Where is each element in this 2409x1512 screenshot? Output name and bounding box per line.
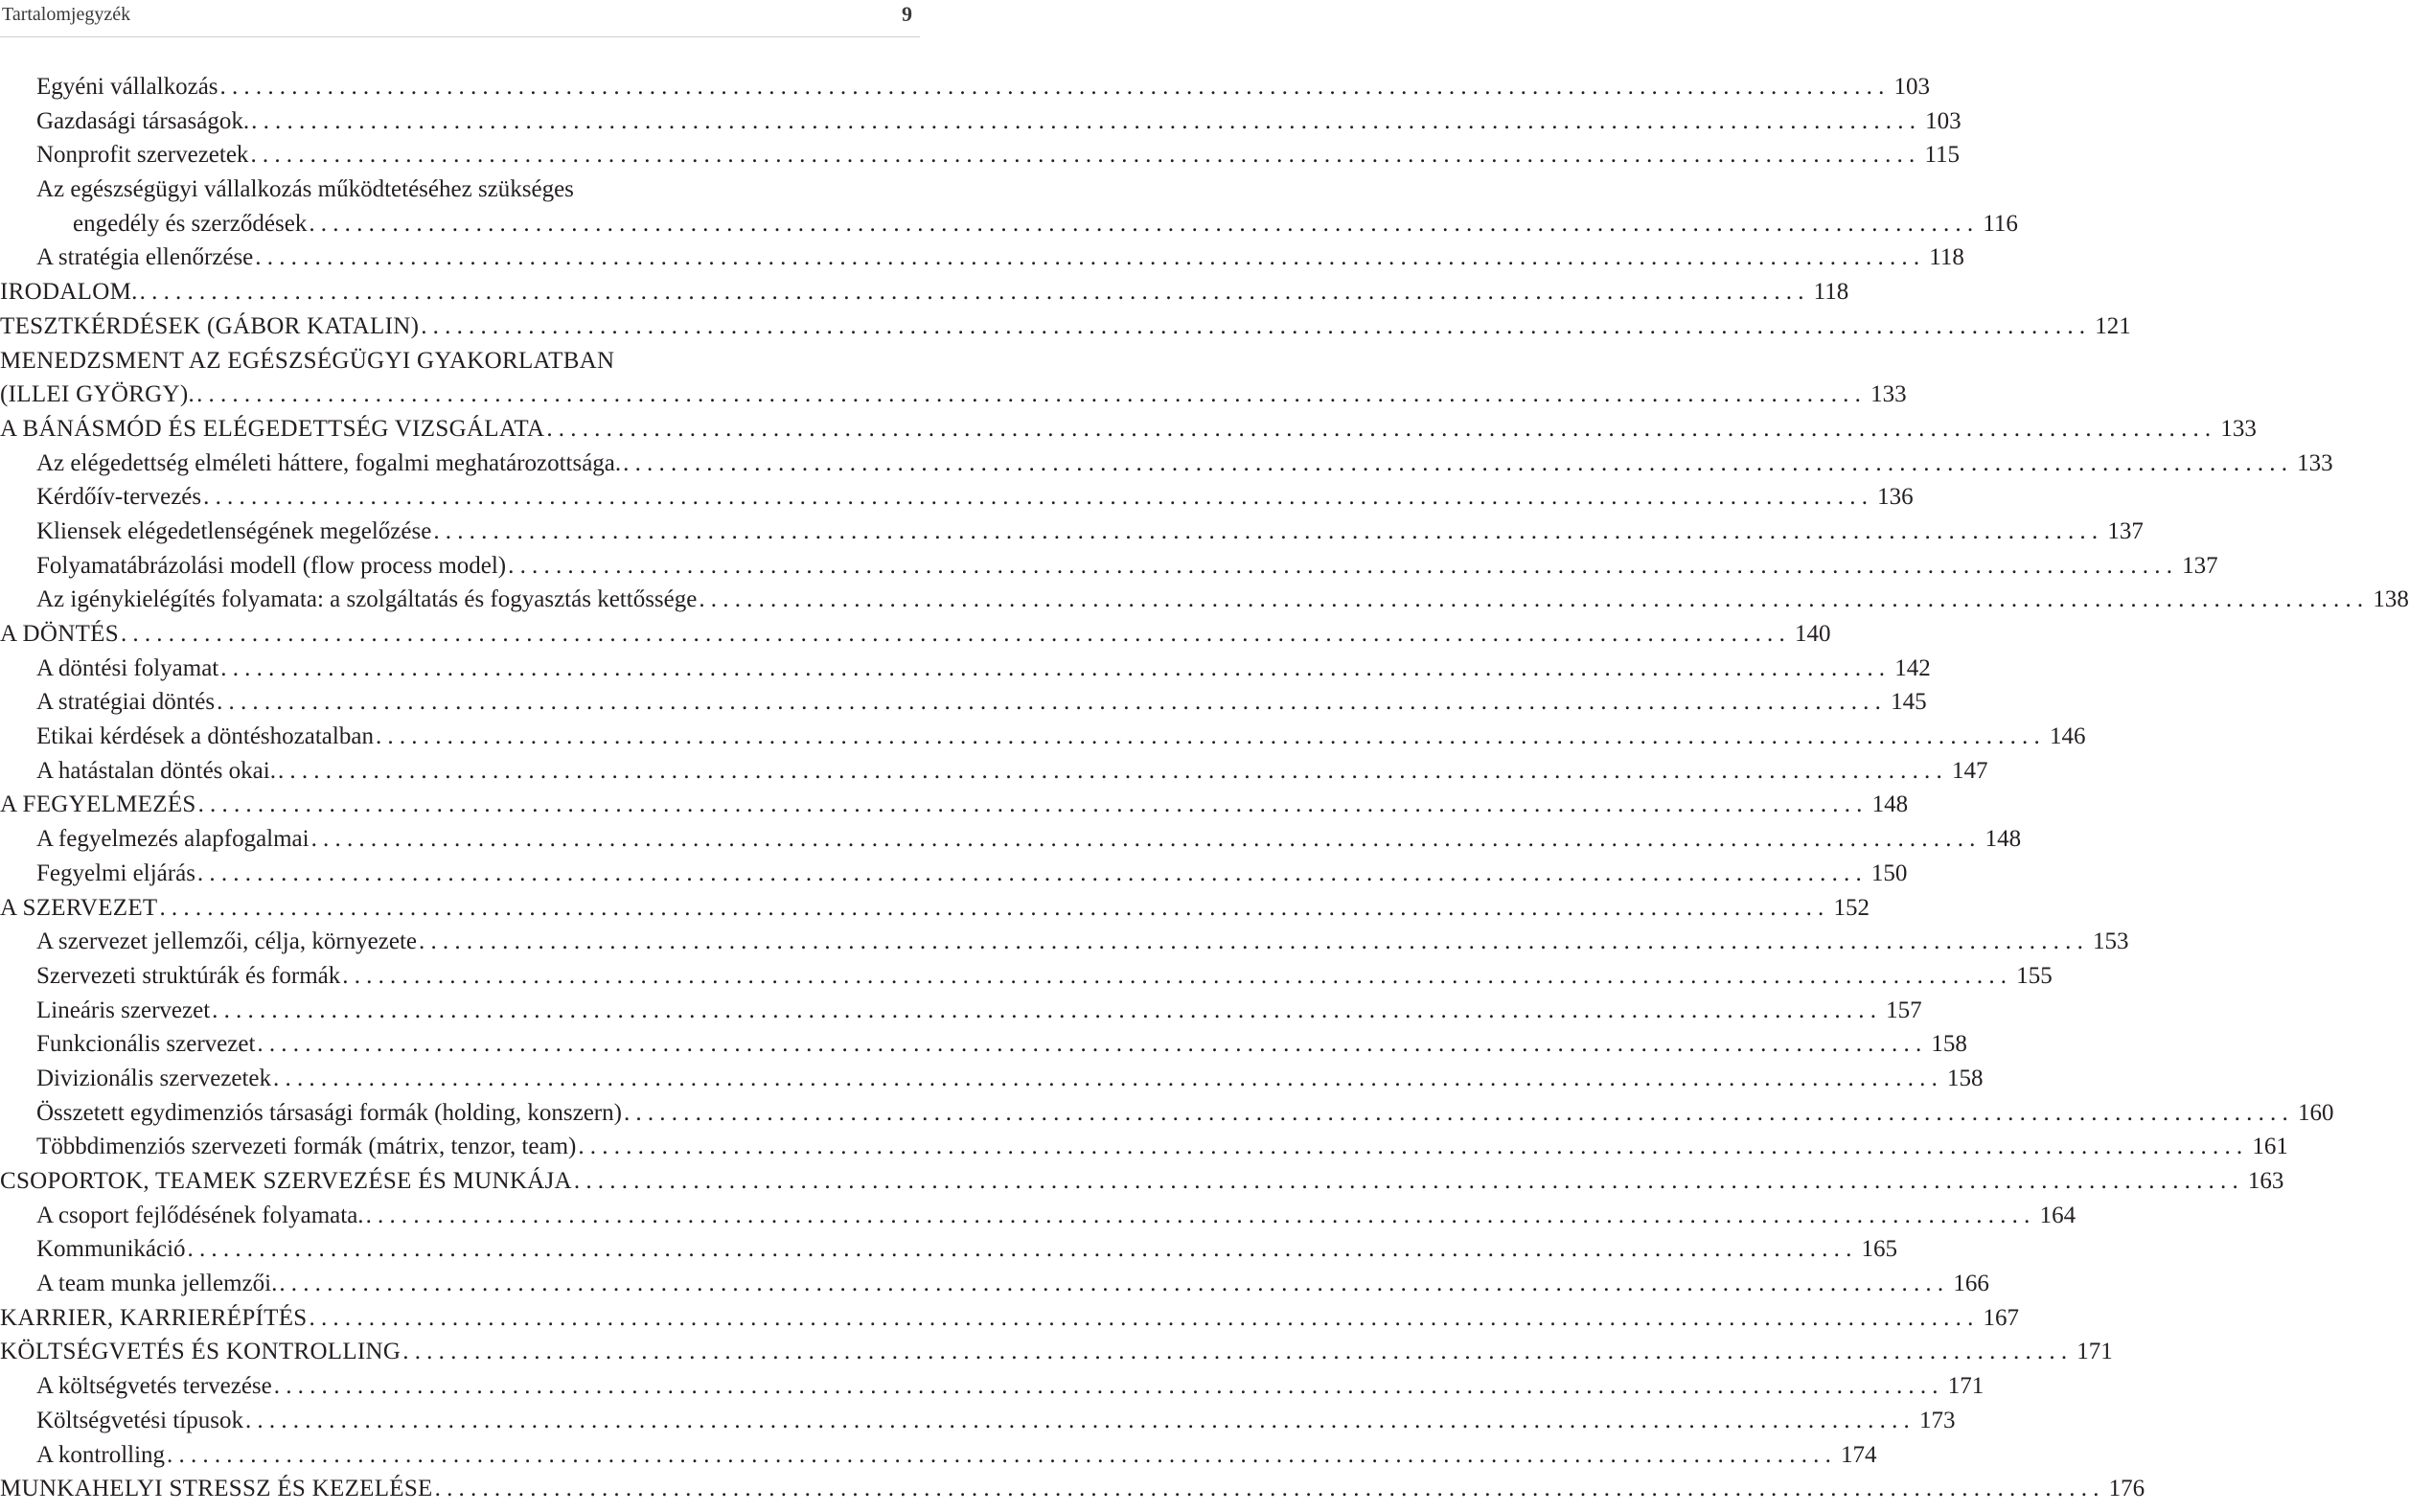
toc-entry-page: 136 bbox=[1877, 484, 1914, 511]
dot-leader: ............................................................................................................................................ bbox=[197, 791, 1869, 818]
toc-entry[interactable] bbox=[0, 788, 1909, 822]
toc-entry[interactable] bbox=[0, 172, 912, 207]
dot-leader: ............................................................................................................................................ bbox=[434, 1476, 2105, 1502]
toc-entry-title: Kommunikáció bbox=[36, 1236, 186, 1263]
toc-entry[interactable] bbox=[0, 207, 2018, 241]
toc-entry-title: IRODALOM. bbox=[0, 279, 138, 306]
toc-entry-title: Többdimenziós szervezeti formák (mátrix, tenzor, team) bbox=[36, 1134, 577, 1160]
toc-entry-title: CSOPORTOK, TEAMEK SZERVEZÉSE ÉS MUNKÁJA bbox=[0, 1168, 572, 1194]
toc-entry[interactable] bbox=[0, 617, 1831, 652]
toc-entry-page: 158 bbox=[1931, 1031, 1967, 1058]
toc-entry[interactable] bbox=[0, 994, 1922, 1028]
toc-entry-page: 133 bbox=[2297, 449, 2333, 476]
toc-entry-page: 121 bbox=[2095, 312, 2131, 339]
toc-entry-title: A stratégiai döntés bbox=[36, 689, 216, 716]
toc-entry[interactable] bbox=[0, 344, 912, 378]
toc-entry-title: A kontrolling bbox=[36, 1441, 166, 1468]
toc-entry-title: Etikai kérdések a döntéshozatalban bbox=[36, 723, 374, 750]
toc-entry-page: 142 bbox=[1894, 654, 1931, 681]
toc-entry[interactable] bbox=[0, 138, 1961, 172]
toc-entry[interactable] bbox=[0, 1438, 1877, 1473]
dot-leader: ............................................................................................................................................ bbox=[217, 689, 1888, 716]
toc-entry-page: 160 bbox=[2297, 1099, 2334, 1126]
toc-entry-title: A team munka jellemzői. bbox=[36, 1271, 278, 1297]
toc-entry[interactable] bbox=[0, 891, 1870, 926]
toc-entry[interactable] bbox=[0, 1027, 1967, 1062]
toc-entry[interactable] bbox=[0, 959, 2053, 994]
dot-leader: ............................................................................................................................................ bbox=[196, 859, 1868, 886]
toc-entry-title: A FEGYELMEZÉS bbox=[0, 791, 196, 818]
toc-entry-page: 158 bbox=[1947, 1065, 1984, 1091]
toc-entry-title: TESZTKÉRDÉSEK (GÁBOR KATALIN) bbox=[0, 312, 420, 339]
toc-entry[interactable] bbox=[0, 515, 2144, 549]
toc-entry-title: Kliensek elégedetlenségének megelőzése bbox=[36, 517, 432, 544]
toc-entry-page: 157 bbox=[1886, 997, 1922, 1023]
toc-entry[interactable] bbox=[0, 583, 2409, 617]
dot-leader: ............................................................................................................................................ bbox=[139, 279, 1810, 306]
toc-entry-page: 115 bbox=[1924, 142, 1961, 169]
toc-entry-title: A fegyelmezés alapfogalmai bbox=[36, 826, 310, 853]
toc-entry-page: 137 bbox=[2107, 517, 2144, 544]
toc-entry-title: engedély és szerződések bbox=[73, 210, 308, 237]
toc-entry[interactable] bbox=[0, 857, 1908, 891]
page-header bbox=[0, 0, 920, 37]
dot-leader: ............................................................................................................................................ bbox=[310, 826, 1982, 853]
toc-entry[interactable] bbox=[0, 378, 1907, 412]
toc-entry[interactable] bbox=[0, 925, 2129, 959]
toc-entry-page: 150 bbox=[1870, 859, 1908, 886]
toc-entry[interactable] bbox=[0, 720, 2086, 754]
toc-entry-page: 103 bbox=[1893, 74, 1931, 100]
dot-leader: ............................................................................................................................................ bbox=[167, 1441, 1838, 1468]
toc-entry-page: 165 bbox=[1861, 1236, 1898, 1263]
toc-entry-page: 171 bbox=[1947, 1373, 1985, 1400]
toc-entry[interactable] bbox=[0, 652, 1931, 686]
dot-leader: ............................................................................................................................................ bbox=[219, 74, 1891, 100]
toc-entry-page: 138 bbox=[2373, 586, 2409, 613]
dot-leader: ............................................................................................................................................ bbox=[699, 586, 2370, 613]
toc-entry[interactable] bbox=[0, 822, 2022, 857]
toc-entry[interactable] bbox=[0, 1199, 2076, 1233]
toc-entry-page: 146 bbox=[2049, 723, 2086, 750]
toc-entry-title: Szervezeti struktúrák és formák bbox=[36, 962, 341, 989]
toc-entry-title: Az igénykielégítés folyamata: a szolgáltatás és fogyasztás kettőssége bbox=[36, 586, 698, 613]
toc-entry-page: 164 bbox=[2039, 1202, 2076, 1228]
toc-entry-page: 152 bbox=[1833, 894, 1870, 921]
dot-leader: ............................................................................................................................................ bbox=[251, 107, 1922, 134]
dot-leader: ............................................................................................................................................ bbox=[277, 757, 1948, 784]
toc-entry-page: 153 bbox=[2093, 928, 2129, 955]
toc-entry-title: Lineáris szervezet bbox=[36, 997, 211, 1023]
toc-entry-page: 118 bbox=[1929, 244, 1964, 271]
toc-entry[interactable] bbox=[0, 104, 1962, 139]
toc-entry-page: 167 bbox=[1983, 1304, 2020, 1331]
toc-entry-title: Gazdasági társaságok. bbox=[36, 107, 250, 134]
toc-entry-page: 155 bbox=[2016, 962, 2053, 989]
toc-entry-title: Funkcionális szervezet bbox=[36, 1031, 256, 1058]
toc-entry-page: 116 bbox=[1983, 210, 2018, 237]
toc-entry-title: A SZERVEZET bbox=[0, 894, 158, 921]
dot-leader: ............................................................................................................................................ bbox=[309, 210, 1980, 237]
toc-entry-page: 133 bbox=[1870, 381, 1907, 408]
toc-entry-title: A költségvetés tervezése bbox=[36, 1373, 272, 1400]
toc-entry[interactable] bbox=[0, 275, 1849, 309]
dot-leader: ............................................................................................................................................ bbox=[250, 142, 1921, 169]
toc-entry-title: Folyamatábrázolási modell (flow process model) bbox=[36, 552, 507, 579]
dot-leader: ............................................................................................................................................ bbox=[375, 723, 2046, 750]
toc-entry-title: Az elégedettség elméleti háttere, fogalmi meghatározottsága. bbox=[36, 449, 622, 476]
dot-leader: ............................................................................................................................................ bbox=[402, 1339, 2074, 1365]
toc-entry[interactable] bbox=[0, 1096, 2334, 1131]
toc-entry-title: KARRIER, KARRIERÉPÍTÉS bbox=[0, 1304, 308, 1331]
toc-entry-title: Kérdőív-tervezés bbox=[36, 484, 202, 511]
toc-entry-title: Az egészségügyi vállalkozás működtetéséhez szükséges bbox=[36, 176, 574, 203]
dot-leader: ............................................................................................................................................ bbox=[220, 654, 1892, 681]
toc-entry-page: 166 bbox=[1953, 1271, 1989, 1297]
dot-leader: ............................................................................................................................................ bbox=[196, 381, 1868, 408]
toc-entry-page: 137 bbox=[2182, 552, 2218, 579]
toc-entry-title: MUNKAHELYI STRESSZ ÉS KEZELÉSE bbox=[0, 1476, 433, 1502]
toc-entry-title: Összetett egydimenziós társasági formák (holding, konszern) bbox=[36, 1099, 622, 1126]
dot-leader: ............................................................................................................................................ bbox=[433, 517, 2104, 544]
toc-entry-title: Egyéni vállalkozás bbox=[36, 74, 218, 100]
toc-entry-title: A döntési folyamat bbox=[36, 654, 219, 681]
dot-leader: ............................................................................................................................................ bbox=[273, 1065, 1944, 1091]
toc-entry-title: MENEDZSMENT AZ EGÉSZSÉGÜGYI GYAKORLATBAN bbox=[0, 347, 615, 374]
dot-leader: ............................................................................................................................................ bbox=[212, 997, 1883, 1023]
dot-leader: ............................................................................................................................................ bbox=[508, 552, 2179, 579]
toc-entry-page: 148 bbox=[1985, 826, 2022, 853]
dot-leader: ............................................................................................................................................ bbox=[187, 1236, 1858, 1263]
toc-entry[interactable] bbox=[0, 447, 2333, 481]
toc-entry[interactable] bbox=[0, 1472, 2145, 1506]
toc-entry-title: Divizionális szervezetek bbox=[36, 1065, 272, 1091]
dot-leader: ............................................................................................................................................ bbox=[578, 1134, 2249, 1160]
toc-entry[interactable] bbox=[0, 1404, 1956, 1438]
toc-entry-page: 163 bbox=[2247, 1168, 2284, 1194]
dot-leader: ............................................................................................................................................ bbox=[573, 1168, 2244, 1194]
toc-entry[interactable] bbox=[0, 549, 2218, 584]
toc-entry-page: 145 bbox=[1891, 689, 1927, 716]
dot-leader: ............................................................................................................................................ bbox=[279, 1271, 1950, 1297]
toc-entry[interactable] bbox=[0, 309, 2131, 344]
toc-entry[interactable] bbox=[0, 241, 1964, 275]
toc-entry[interactable] bbox=[0, 1130, 2288, 1164]
toc-entry[interactable] bbox=[0, 1062, 1984, 1096]
toc-entry-page: 103 bbox=[1925, 107, 1962, 134]
toc-entry-page: 140 bbox=[1794, 621, 1831, 647]
dot-leader: ............................................................................................................................................ bbox=[244, 1407, 1916, 1433]
toc-entry-page: 161 bbox=[2252, 1134, 2288, 1160]
page-number: 9 bbox=[902, 2, 912, 26]
toc-entry-title: A hatástalan döntés okai. bbox=[36, 757, 276, 784]
dot-leader: ............................................................................................................................................ bbox=[342, 962, 2013, 989]
dot-leader: ............................................................................................................................................ bbox=[421, 312, 2092, 339]
dot-leader: ............................................................................................................................................ bbox=[159, 894, 1830, 921]
dot-leader: ............................................................................................................................................ bbox=[120, 621, 1791, 647]
toc-entry-page: 118 bbox=[1813, 279, 1849, 306]
toc-entry-title: A szervezet jellemzői, célja, környezete bbox=[36, 928, 418, 955]
dot-leader: ............................................................................................................................................ bbox=[255, 244, 1926, 271]
dot-leader: ............................................................................................................................................ bbox=[419, 928, 2090, 955]
toc-entry-title: (ILLEI GYÖRGY). bbox=[0, 381, 195, 408]
toc-entry-page: 174 bbox=[1841, 1441, 1877, 1468]
dot-leader: ............................................................................................................................................ bbox=[203, 484, 1874, 511]
dot-leader: ............................................................................................................................................ bbox=[309, 1304, 1980, 1331]
toc-entry-page: 173 bbox=[1918, 1407, 1956, 1433]
toc-entry[interactable] bbox=[0, 1232, 1898, 1267]
toc-entry-title: A stratégia ellenőrzése bbox=[36, 244, 254, 271]
toc-entry[interactable] bbox=[0, 1267, 1989, 1301]
toc-entry-page: 133 bbox=[2220, 415, 2257, 442]
running-title: Tartalomjegyzék bbox=[2, 4, 131, 25]
dot-leader: ............................................................................................................................................ bbox=[623, 449, 2294, 476]
toc-entry-title: Fegyelmi eljárás bbox=[36, 859, 195, 886]
dot-leader: ............................................................................................................................................ bbox=[273, 1373, 1944, 1400]
dot-leader: ............................................................................................................................................ bbox=[623, 1099, 2294, 1126]
toc-entry-title: A csoport fejlődésének folyamata. bbox=[36, 1202, 364, 1228]
toc-entry[interactable] bbox=[0, 754, 1988, 789]
toc-entry[interactable] bbox=[0, 70, 1931, 104]
toc-entry-title: A BÁNÁSMÓD ÉS ELÉGEDETTSÉG VIZSGÁLATA bbox=[0, 415, 545, 442]
toc-entry-title: KÖLTSÉGVETÉS ÉS KONTROLLING bbox=[0, 1339, 402, 1365]
toc-entry-title: Nonprofit szervezetek bbox=[36, 142, 249, 169]
toc-entry[interactable] bbox=[0, 1335, 2113, 1369]
toc-entry[interactable] bbox=[0, 685, 1927, 720]
dot-leader: ............................................................................................................................................ bbox=[257, 1031, 1928, 1058]
toc-entry[interactable] bbox=[0, 1369, 1985, 1404]
toc-entry[interactable] bbox=[0, 480, 1914, 515]
toc-entry-page: 171 bbox=[2076, 1339, 2113, 1365]
toc-entry-title: Költségvetési típusok bbox=[36, 1407, 243, 1433]
toc-entry-page: 176 bbox=[2108, 1476, 2145, 1502]
toc-entry[interactable] bbox=[0, 1164, 2284, 1199]
dot-leader: ............................................................................................................................................ bbox=[546, 415, 2217, 442]
toc-entry-page: 147 bbox=[1951, 757, 1988, 784]
toc-entry-title: A DÖNTÉS bbox=[0, 621, 119, 647]
toc-entry[interactable] bbox=[0, 1301, 2020, 1336]
toc-entry-page: 148 bbox=[1871, 791, 1909, 818]
dot-leader: ............................................................................................................................................ bbox=[365, 1202, 2036, 1228]
table-of-contents bbox=[0, 70, 2409, 1506]
toc-entry[interactable] bbox=[0, 412, 2257, 447]
